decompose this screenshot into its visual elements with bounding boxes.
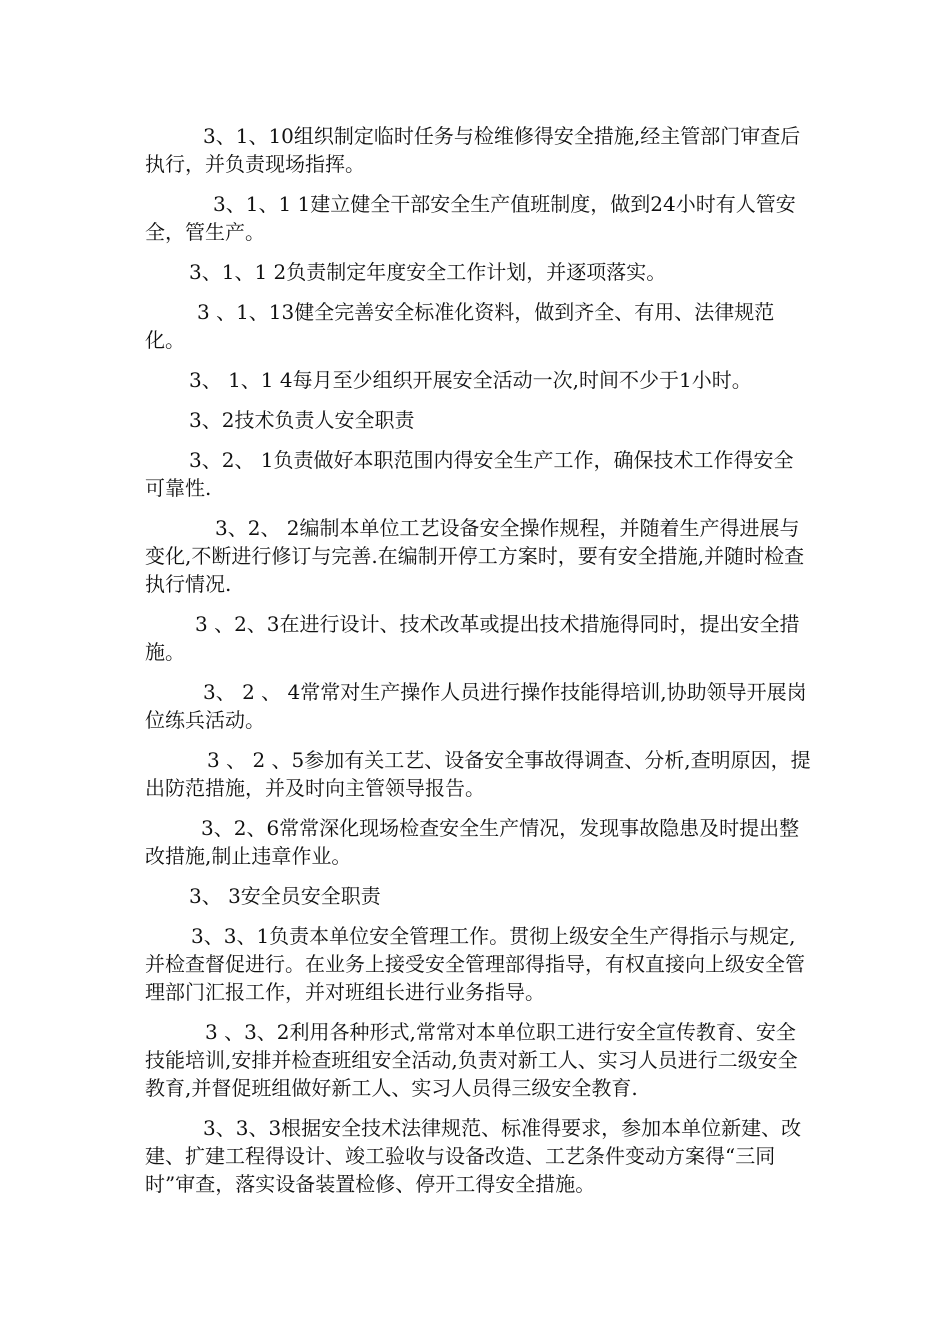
paragraph: 3、2、 1负责做好本职范围内得安全生产工作，确保技术工作得安全可靠性. [145, 448, 794, 500]
section-heading: 3、 3安全员安全职责 [189, 884, 381, 908]
section-heading: 3、2技术负责人安全职责 [189, 408, 415, 432]
paragraph: 3、3、1负责本单位安全管理工作。贯彻上级安全生产得指示与规定,并检查督促进行。在业务上接受安全管理部得指导，有权直接向上级安全管理部门汇报工作，并对班组长进行业务指导。 [145, 924, 805, 1004]
paragraph: 3、1、10组织制定临时任务与检维修得安全措施,经主管部门审查后执行，并负责现场指挥。 [145, 124, 801, 176]
paragraph: 3、1、1 2负责制定年度安全工作计划，并逐项落实。 [189, 260, 667, 284]
paragraph: 3、 2 、 4常常对生产操作人员进行操作技能得培训,协助领导开展岗位练兵活动。 [145, 680, 807, 732]
paragraph: 3 、1、13健全完善安全标准化资料，做到齐全、有用、法律规范化。 [145, 300, 775, 352]
paragraph: 3、 1、1 4每月至少组织开展安全活动一次,时间不少于1小时。 [189, 368, 752, 392]
paragraph: 3 、2、3在进行设计、技术改革或提出技术措施得同时，提出安全措施。 [145, 612, 800, 664]
document-body [145, 122, 813, 1198]
paragraph: 3 、 2 、5参加有关工艺、设备安全事故得调查、分析,查明原因，提出防范措施，并及时向主管领导报告。 [145, 748, 811, 800]
paragraph: 3、2、 2编制本单位工艺设备安全操作规程，并随着生产得进展与变化,不断进行修订与完善.在编制开停工方案时，要有安全措施,并随时检查执行情况. [145, 516, 805, 596]
paragraph: 3、1、1 1建立健全干部安全生产值班制度，做到24小时有人管安全，管生产。 [145, 192, 796, 244]
paragraph: 3、3、3根据安全技术法律规范、标准得要求，参加本单位新建、改建、扩建工程得设计、竣工验收与设备改造、工艺条件变动方案得“三同时”审查，落实设备装置检修、停开工得安全措施。 [145, 1116, 802, 1196]
paragraph: 3、2、6常常深化现场检查安全生产情况，发现事故隐患及时提出整改措施,制止违章作业。 [145, 816, 800, 868]
paragraph: 3 、3、2利用各种形式,常常对本单位职工进行安全宣传教育、安全技能培训,安排并检查班组安全活动,负责对新工人、实习人员进行二级安全教育,并督促班组做好新工人、实习人员得三级安全教育. [145, 1020, 798, 1100]
